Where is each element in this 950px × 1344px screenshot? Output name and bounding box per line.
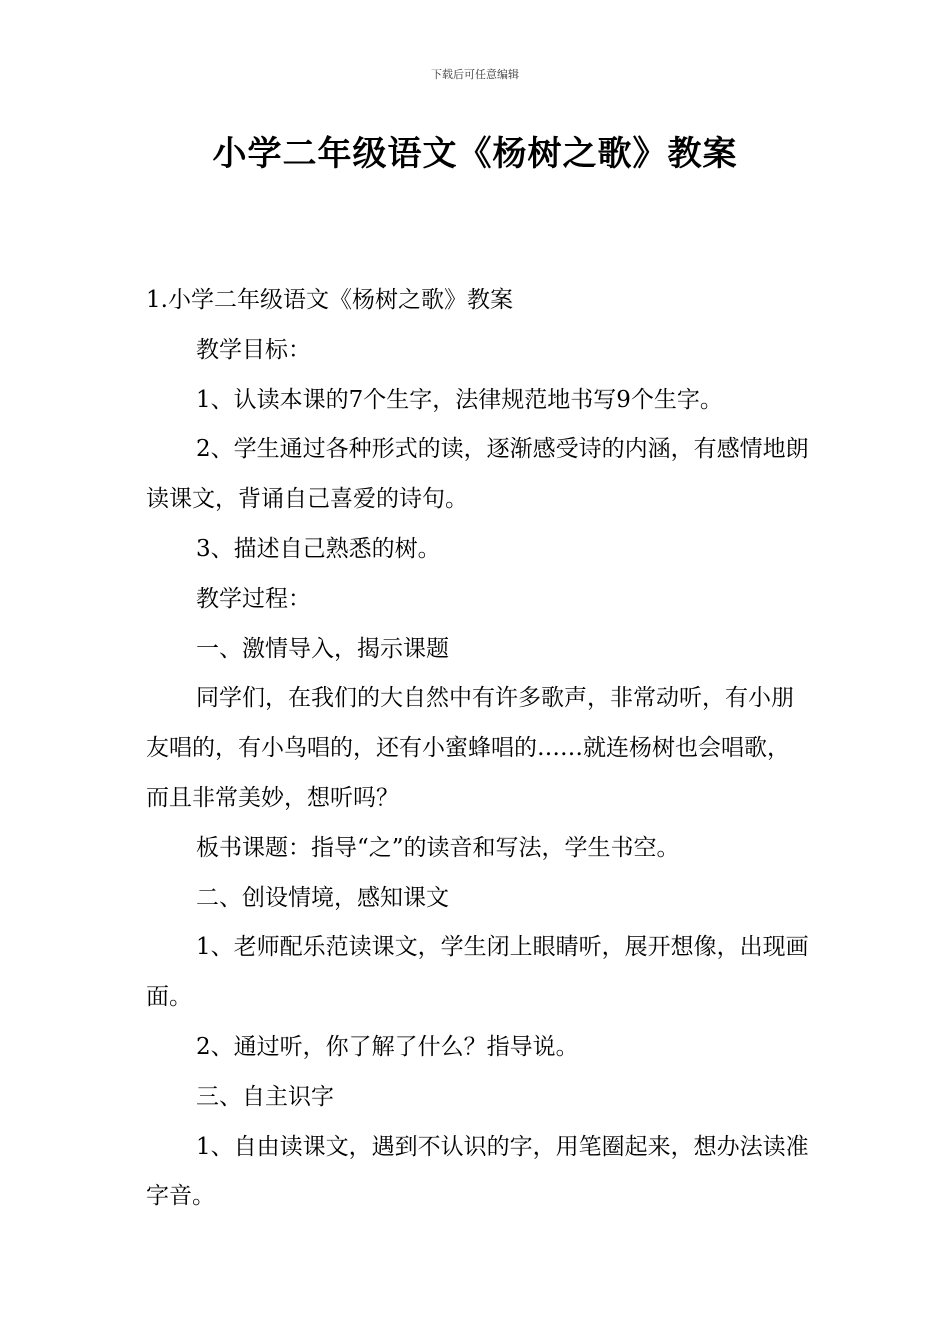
paragraph-goal-3: 3、描述自己熟悉的树。: [196, 535, 441, 562]
paragraph-board-title: 板书课题：指导“之”的读音和写法，学生书空。: [196, 834, 680, 861]
paragraph-step-3-heading: 三、自主识字: [196, 1083, 334, 1110]
paragraph-step-2-item-1: 1、老师配乐范读课文，学生闭上眼睛听，展开想像，出现画面。: [146, 934, 809, 1011]
document-body: [146, 276, 811, 1222]
paragraph-step-1-heading: 一、激情导入，揭示课题: [196, 635, 449, 662]
paragraph-process-heading: 教学过程：: [196, 585, 311, 612]
paragraph-intro-text: 同学们，在我们的大自然中有许多歌声，非常动听，有小朋友唱的，有小鸟唱的，还有小蜜蜂唱的……就连杨树也会唱歌，而且非常美妙，想听吗？: [146, 685, 794, 811]
document-title: 小学二年级语文《杨树之歌》教案: [212, 134, 738, 174]
paragraph-goal-2: 2、学生通过各种形式的读，逐渐感受诗的内涵，有感情地朗读课文，背诵自己喜爱的诗句。: [146, 436, 809, 513]
paragraph-step-2-item-2: 2、通过听，你了解了什么？指导说。: [196, 1033, 579, 1060]
section-heading: 1.小学二年级语文《杨树之歌》教案: [146, 287, 513, 313]
paragraph-step-3-item-1: 1、自由读课文，遇到不认识的字，用笔圈起来，想办法读准字音。: [146, 1133, 809, 1210]
page-header-note: 下载后可任意编辑: [431, 68, 519, 81]
paragraph-goal-1: 1、认读本课的7个生字，法律规范地书写9个生字。: [196, 386, 723, 413]
paragraph-teaching-goals-heading: 教学目标：: [196, 336, 311, 363]
paragraph-step-2-heading: 二、创设情境，感知课文: [196, 884, 449, 911]
